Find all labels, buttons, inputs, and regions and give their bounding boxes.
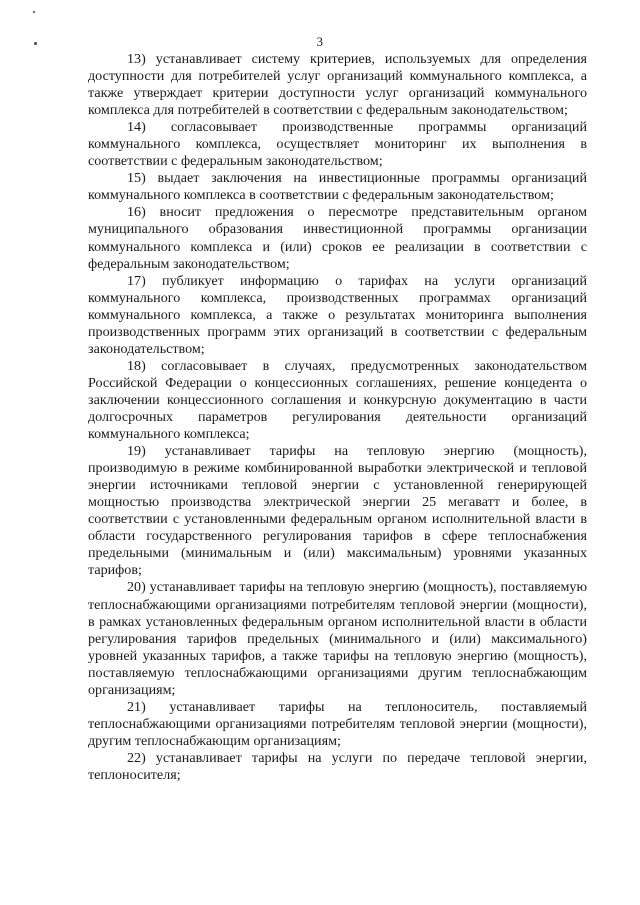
paragraph-item-17: 17) публикует информацию о тарифах на услуги организаций коммунального комплекса, производственных программах организаций коммунального комплекса, а также о результатах мониторинга выполнения производственных программ этих организаций в соответствии с федеральным законодательством; [88,272,587,357]
paragraph-item-21: 21) устанавливает тарифы на теплоноситель, поставляемый теплоснабжающими организациями потребителям тепловой энергии (мощности), другим теплоснабжающим организациям; [88,698,587,749]
paragraph-item-16: 16) вносит предложения о пересмотре представительным органом муниципального образования инвестиционной программы организации коммунального комплекса и (или) сроков ее реализации в соответствии с федеральным законодательством; [88,204,587,272]
document-body [88,51,587,784]
page-number: 3 [316,34,324,49]
paragraph-item-15: 15) выдает заключения на инвестиционные программы организаций коммунального комплекса в соответствии с федеральным законодательством; [88,170,587,204]
paragraph-item-13: 13) устанавливает систему критериев, используемых для определения доступности для потребителей услуг организаций коммунального комплекса, а также утверждает критерии доступности услуг организаций коммунального комплекса для потребителей в соответствии с федеральным законодательством; [88,51,587,119]
paragraph-item-18: 18) согласовывает в случаях, предусмотренных законодательством Российской Федерации о концессионных соглашениях, решение концедента о заключении концессионного соглашения и конкурсную документацию в части долгосрочных параметров регулирования деятельности организаций коммунального комплекса; [88,357,587,443]
paragraph-item-22: 22) устанавливает тарифы на услуги по передаче тепловой энергии, теплоносителя; [88,749,587,783]
paragraph-item-19: 19) устанавливает тарифы на тепловую энергию (мощность), производимую в режиме комбинированной выработки электрической и тепловой энергии источниками тепловой энергии с установленной генерирующей мощностью производства электрической энергии 25 мегаватт и более, в соответствии с установленными федеральным органом исполнительной власти в области государственного регулирования тарифов в сфере теплоснабжения предельными (минимальным и (или) максимальным) уровнями указанных тарифов; [88,443,587,579]
scan-speck [33,11,35,13]
paragraph-item-20: 20) устанавливает тарифы на тепловую энергию (мощность), поставляемую теплоснабжающими организациями потребителям тепловой энергии (мощности), в рамках установленных федеральным органом исполнительной власти в области регулирования тарифов предельных (минимального и (или) максимального) уровней указанных тарифов, а также тарифы на тепловую энергию (мощность), поставляемую теплоснабжающими организациями другим теплоснабжающим организациям; [88,579,587,698]
paragraph-item-14: 14) согласовывает производственные программы организаций коммунального комплекса, осуществляет мониторинг их выполнения в соответствии с федеральным законодательством; [88,119,587,170]
